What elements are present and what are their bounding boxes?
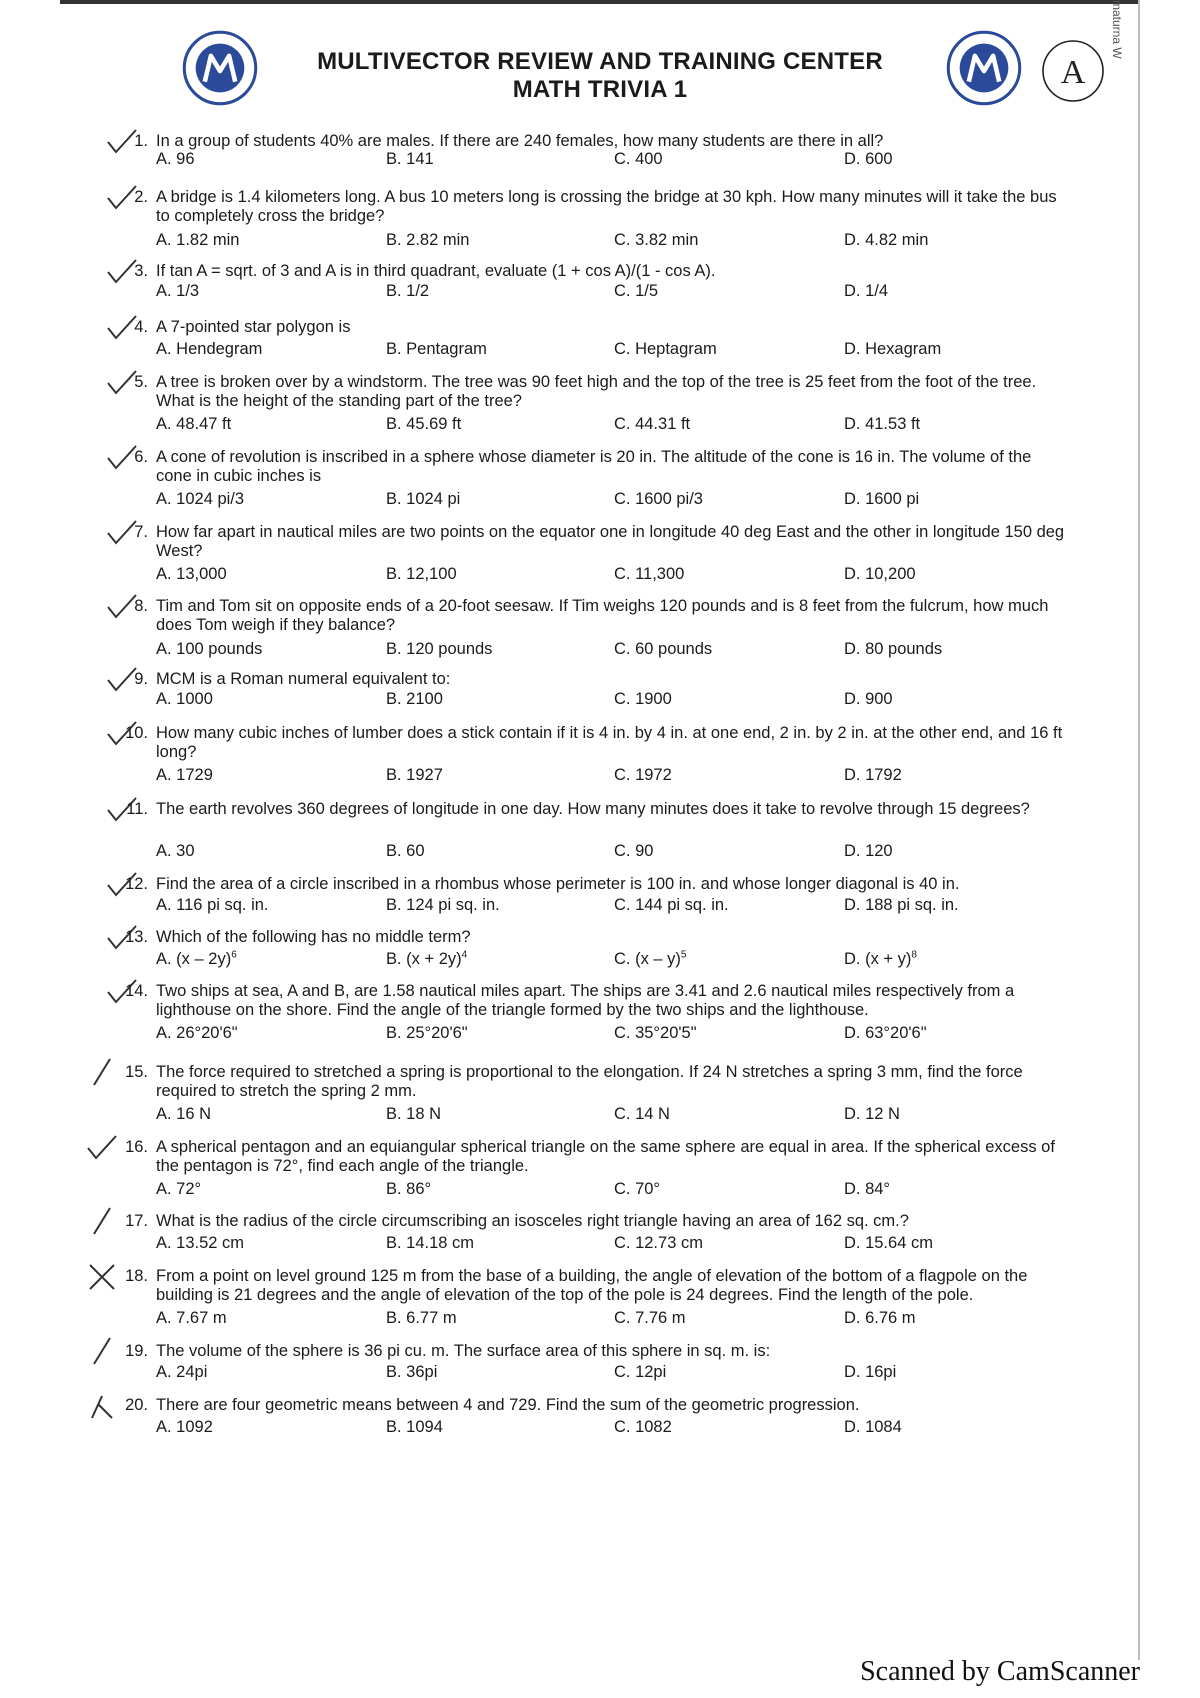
option-label: A. 16 N <box>156 1105 212 1123</box>
option-label: D. 6.76 m <box>844 1309 916 1327</box>
option-label: C. 12pi <box>614 1363 667 1381</box>
option-label: B. Pentagram <box>386 340 487 358</box>
answer-option-c <box>614 1309 686 1328</box>
option-label: B. 1094 <box>386 1418 443 1436</box>
option-label: D. 1/4 <box>844 282 889 300</box>
answer-option-d <box>844 340 941 359</box>
option-label: D. 15.64 cm <box>844 1234 933 1252</box>
answer-option-b <box>386 950 467 969</box>
question-text: How far apart in nautical miles are two points on the equator one in longitude 40 deg East and the other in longitude 150 deg West? <box>156 523 1065 560</box>
answer-option-b <box>386 1024 468 1043</box>
option-label: D. 63°20'6" <box>844 1024 927 1042</box>
question-text: The volume of the sphere is 36 pi cu. m. The surface area of this sphere in sq. m. is: <box>156 1342 771 1360</box>
answer-option-d <box>844 1418 902 1437</box>
question-text: If tan A = sqrt. of 3 and A is in third quadrant, evaluate (1 + cos A)/(1 - cos A). <box>156 262 716 280</box>
multivector-logo-left <box>182 30 258 106</box>
question-number: 11. <box>126 800 148 818</box>
question-number: 4. <box>134 318 148 336</box>
answer-option-a <box>156 340 262 359</box>
option-label: A. 13.52 cm <box>156 1234 245 1252</box>
option-label: A. 26°20'6" <box>156 1024 238 1042</box>
option-exponent: 8 <box>911 949 917 961</box>
option-label: A. 24pi <box>156 1363 208 1381</box>
option-exponent: 6 <box>231 949 237 961</box>
answer-option-a <box>156 150 195 169</box>
option-label: A. 1.82 min <box>156 231 240 249</box>
question-number: 12. <box>125 875 148 893</box>
option-label: A. 13,000 <box>156 565 227 583</box>
answer-option-d <box>844 150 893 169</box>
answer-option-d <box>844 565 916 584</box>
answer-option-c <box>614 1418 672 1437</box>
question-number: 17. <box>125 1212 148 1230</box>
question-text: A cone of revolution is inscribed in a sphere whose diameter is 20 in. The altitude of the cone is 16 in. The volume of the cone in cubic inches is <box>156 448 1032 485</box>
answer-option-d <box>844 1363 896 1382</box>
option-label: A. 96 <box>156 150 195 168</box>
option-label: C. 144 pi sq. in. <box>614 896 729 914</box>
answer-option-a <box>156 565 227 584</box>
document-title <box>280 48 920 104</box>
answer-option-c <box>614 766 672 785</box>
answer-option-b <box>386 150 434 169</box>
answer-option-a <box>156 282 199 301</box>
answer-option-a <box>156 231 239 250</box>
question-number: 16. <box>125 1138 148 1156</box>
question-text: A bridge is 1.4 kilometers long. A bus 10 meters long is crossing the bridge at 30 kph. How many minutes will it take the bus to completely cross the bridge? <box>156 188 1057 225</box>
question-text: Which of the following has no middle term? <box>156 928 471 946</box>
option-label: B. 12,100 <box>386 565 457 583</box>
edge-fragment-text: maturna W <box>1110 0 1124 59</box>
answer-option-a <box>156 950 237 969</box>
question-number: 10. <box>125 724 148 742</box>
answer-option-d <box>844 490 919 509</box>
answer-option-d <box>844 896 959 915</box>
answer-option-a <box>156 1180 201 1199</box>
option-label: D. 600 <box>844 150 893 168</box>
option-label: B. 18 N <box>386 1105 442 1123</box>
answer-option-c <box>614 490 703 509</box>
question-number: 5. <box>134 373 148 391</box>
option-label: A. 1092 <box>156 1418 213 1436</box>
option-label: C. (x – y) <box>614 950 681 968</box>
answer-option-c <box>614 150 663 169</box>
answer-option-a <box>156 1024 238 1043</box>
option-label: D. 41.53 ft <box>844 415 921 433</box>
option-label: C. 7.76 m <box>614 1309 686 1327</box>
option-label: A. 100 pounds <box>156 640 263 658</box>
answer-option-a <box>156 842 195 861</box>
option-label: D. (x + y) <box>844 950 912 968</box>
option-label: D. 900 <box>844 690 893 708</box>
answer-option-c <box>614 565 684 584</box>
question-text: The force required to stretched a spring is proportional to the elongation. If 24 N stretches a spring 3 mm, find the force required to stretch the spring 2 mm. <box>156 1063 1023 1100</box>
question-text: A spherical pentagon and an equiangular spherical triangle on the same sphere are equal in area. If the spherical excess of the pentagon is 72°, find each angle of the triangle. <box>156 1138 1055 1175</box>
option-label: D. 16pi <box>844 1363 897 1381</box>
question-number: 6. <box>134 448 148 466</box>
question-text: A 7-pointed star polygon is <box>156 318 351 336</box>
version-letter: A <box>1060 54 1086 91</box>
option-label: B. 124 pi sq. in. <box>386 896 500 914</box>
option-label: B. 25°20'6" <box>386 1024 468 1042</box>
exam-title: MATH TRIVIA 1 <box>512 76 688 103</box>
question-number: 18. <box>125 1267 148 1285</box>
answer-option-a <box>156 490 244 509</box>
option-label: D. 1600 pi <box>844 490 920 508</box>
option-label: C. 60 pounds <box>614 640 713 658</box>
option-label: A. 1/3 <box>156 282 200 300</box>
answer-option-b <box>386 690 443 709</box>
question-number: 7. <box>134 523 148 541</box>
answer-option-c <box>614 690 672 709</box>
answer-option-d <box>844 231 928 250</box>
option-label: B. 36pi <box>386 1363 438 1381</box>
option-label: C. 12.73 cm <box>614 1234 703 1252</box>
question-text: There are four geometric means between 4 and 729. Find the sum of the geometric progression. <box>156 1396 860 1414</box>
option-label: B. 45.69 ft <box>386 415 462 433</box>
option-label: C. 3.82 min <box>614 231 699 249</box>
answer-option-c <box>614 282 658 301</box>
answer-option-b <box>386 565 457 584</box>
answer-option-b <box>386 896 500 915</box>
answer-option-c <box>614 1024 697 1043</box>
option-exponent: 4 <box>461 949 468 961</box>
question-number: 8. <box>134 597 148 615</box>
answer-option-c <box>614 1234 703 1253</box>
answer-option-d <box>844 1180 890 1199</box>
answer-option-b <box>386 415 461 434</box>
option-label: B. 1/2 <box>386 282 430 300</box>
answer-option-b <box>386 1418 443 1437</box>
question-text: The earth revolves 360 degrees of longitude in one day. How many minutes does it take to revolve through 15 degrees? <box>156 800 1030 818</box>
answer-option-d <box>844 282 888 301</box>
option-label: B. 14.18 cm <box>386 1234 475 1252</box>
answer-option-b <box>386 1180 431 1199</box>
option-label: D. 10,200 <box>844 565 916 583</box>
option-label: C. 44.31 ft <box>614 415 691 433</box>
option-label: C. 1900 <box>614 690 672 708</box>
question-number: 15. <box>125 1063 148 1081</box>
question-number: 13. <box>125 928 148 946</box>
multivector-logo-right <box>946 30 1022 106</box>
center-name: MULTIVECTOR REVIEW AND TRAINING CENTER <box>317 48 883 75</box>
question-number: 1. <box>134 132 148 150</box>
answer-option-c <box>614 640 712 659</box>
question-text: A tree is broken over by a windstorm. The tree was 90 feet high and the top of the tree is 25 feet from the foot of the tree. What is the height of the standing part of the tree? <box>156 373 1037 410</box>
answer-option-d <box>844 766 902 785</box>
answer-option-c <box>614 896 729 915</box>
option-label: B. 6.77 m <box>386 1309 457 1327</box>
option-label: A. 1000 <box>156 690 213 708</box>
answer-option-c <box>614 950 686 969</box>
answer-option-c <box>614 1105 670 1124</box>
version-circle <box>1040 38 1106 104</box>
answer-option-c <box>614 231 698 250</box>
option-label: B. 60 <box>386 842 425 860</box>
answer-option-a <box>156 640 262 659</box>
option-label: D. 188 pi sq. in. <box>844 896 959 914</box>
answer-option-d <box>844 1105 900 1124</box>
option-label: B. 86° <box>386 1180 432 1198</box>
answer-option-c <box>614 340 717 359</box>
option-label: C. 35°20'5" <box>614 1024 697 1042</box>
answer-option-a <box>156 1418 213 1437</box>
option-label: C. 14 N <box>614 1105 670 1123</box>
answer-option-b <box>386 842 425 861</box>
option-label: B. 2100 <box>386 690 443 708</box>
option-label: A. 30 <box>156 842 195 860</box>
option-label: B. 141 <box>386 150 434 168</box>
scan-right-edge <box>1138 0 1140 1660</box>
question-text: MCM is a Roman numeral equivalent to: <box>156 670 451 688</box>
answer-option-b <box>386 340 487 359</box>
answer-option-b <box>386 1309 457 1328</box>
option-exponent: 5 <box>680 949 687 961</box>
answer-option-d <box>844 1234 933 1253</box>
option-label: A. 7.67 m <box>156 1309 227 1327</box>
option-label: D. 1084 <box>844 1418 902 1436</box>
answer-option-d <box>844 842 893 861</box>
option-label: D. 4.82 min <box>844 231 929 249</box>
option-label: B. 2.82 min <box>386 231 470 249</box>
answer-option-d <box>844 950 917 969</box>
option-label: A. 48.47 ft <box>156 415 232 433</box>
option-label: A. 1024 pi/3 <box>156 490 245 508</box>
question-text: From a point on level ground 125 m from the base of a building, the angle of elevation of the bottom of a flagpole on the building is 21 degrees and the angle of elevation of the top of the pole is 24 degrees. Find the length of the pole. <box>156 1267 1028 1304</box>
option-label: C. Heptagram <box>614 340 717 358</box>
option-label: A. 72° <box>156 1180 202 1198</box>
option-label: C. 1972 <box>614 766 672 784</box>
option-label: D. 80 pounds <box>844 640 943 658</box>
option-label: D. 120 <box>844 842 893 860</box>
question-text: Two ships at sea, A and B, are 1.58 nautical miles apart. The ships are 3.41 and 2.6 nautical miles respectively from a lighthouse on the shore. Find the angle of the triangle formed by the two ships and the lighthouse. <box>156 982 1015 1019</box>
option-label: D. Hexagram <box>844 340 942 358</box>
answer-option-b <box>386 1363 437 1382</box>
scanner-watermark: Scanned by CamScanner <box>860 1656 1140 1687</box>
option-label: C. 400 <box>614 150 663 168</box>
answer-option-d <box>844 1024 927 1043</box>
answer-option-a <box>156 690 213 709</box>
answer-option-d <box>844 640 942 659</box>
question-text: Tim and Tom sit on opposite ends of a 20-foot seesaw. If Tim weighs 120 pounds and is 8 feet from the fulcrum, how much does Tom weigh if they balance? <box>156 597 1049 634</box>
question-number: 14. <box>125 982 148 1000</box>
option-label: C. 90 <box>614 842 654 860</box>
option-label: D. 84° <box>844 1180 891 1198</box>
answer-option-a <box>156 1234 244 1253</box>
option-label: A. Hendegram <box>156 340 263 358</box>
option-label: C. 1/5 <box>614 282 659 300</box>
option-label: D. 12 N <box>844 1105 900 1123</box>
answer-option-a <box>156 766 213 785</box>
option-label: C. 1600 pi/3 <box>614 490 703 508</box>
question-number: 9. <box>134 670 148 688</box>
answer-option-c <box>614 415 690 434</box>
answer-option-a <box>156 896 269 915</box>
answer-option-c <box>614 1180 660 1199</box>
answer-option-b <box>386 231 469 250</box>
question-text: In a group of students 40% are males. If there are 240 females, how many students are there in all? <box>156 132 884 150</box>
option-label: C. 70° <box>614 1180 661 1198</box>
option-label: A. 116 pi sq. in. <box>156 896 269 914</box>
option-label: C. 1082 <box>614 1418 672 1436</box>
question-text: What is the radius of the circle circumscribing an isosceles right triangle having an area of 162 sq. cm.? <box>156 1212 909 1230</box>
answer-option-b <box>386 766 443 785</box>
answer-option-c <box>614 842 653 861</box>
scan-top-edge <box>60 0 1140 4</box>
question-number: 19. <box>125 1342 148 1360</box>
answer-option-a <box>156 1105 211 1124</box>
question-number: 3. <box>134 262 148 280</box>
answer-option-b <box>386 490 460 509</box>
option-label: B. (x + 2y) <box>386 950 462 968</box>
answer-option-b <box>386 282 429 301</box>
question-text: Find the area of a circle inscribed in a rhombus whose perimeter is 100 in. and whose longer diagonal is 40 in. <box>156 875 960 893</box>
answer-option-a <box>156 1363 207 1382</box>
question-number: 2. <box>134 188 148 206</box>
answer-option-a <box>156 415 231 434</box>
answer-option-b <box>386 1105 441 1124</box>
answer-option-d <box>844 415 920 434</box>
option-label: A. 1729 <box>156 766 213 784</box>
answer-option-b <box>386 1234 474 1253</box>
question-number: 20. <box>125 1396 148 1414</box>
option-label: D. 1792 <box>844 766 902 784</box>
option-label: B. 1927 <box>386 766 443 784</box>
answer-option-d <box>844 690 893 709</box>
option-label: B. 1024 pi <box>386 490 461 508</box>
answer-option-d <box>844 1309 916 1328</box>
option-label: B. 120 pounds <box>386 640 493 658</box>
answer-option-c <box>614 1363 666 1382</box>
option-label: C. 11,300 <box>614 565 685 583</box>
answer-option-b <box>386 640 492 659</box>
question-text: How many cubic inches of lumber does a stick contain if it is 4 in. by 4 in. at one end, 2 in. by 2 in. at the other end, and 16 ft long? <box>156 724 1063 761</box>
option-label: A. (x – 2y) <box>156 950 232 968</box>
answer-option-a <box>156 1309 227 1328</box>
